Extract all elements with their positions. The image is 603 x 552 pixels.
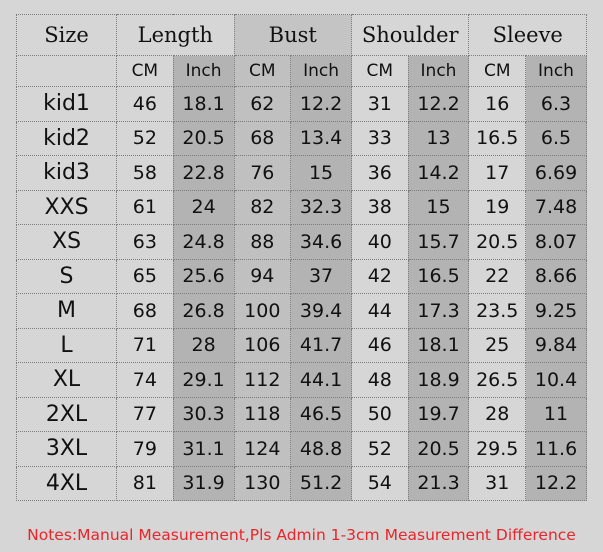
cell-sleeve-cm: 16.5 bbox=[469, 121, 526, 156]
cell-length-cm: 71 bbox=[117, 328, 174, 363]
cell-bust-inch: 37 bbox=[291, 259, 352, 294]
cell-shoulder-inch: 15 bbox=[408, 190, 469, 225]
table-row bbox=[17, 466, 587, 501]
cell-length-inch: 24 bbox=[173, 190, 234, 225]
cell-shoulder-cm: 31 bbox=[352, 87, 409, 122]
cell-shoulder-inch: 18.1 bbox=[408, 328, 469, 363]
cell-sleeve-inch: 6.69 bbox=[526, 156, 587, 191]
cell-shoulder-inch: 12.2 bbox=[408, 87, 469, 122]
cell-bust-cm: 62 bbox=[234, 87, 291, 122]
cell-size: kid3 bbox=[17, 156, 117, 191]
cell-bust-inch: 32.3 bbox=[291, 190, 352, 225]
cell-length-inch: 31.1 bbox=[173, 432, 234, 467]
header-sleeve-cm: CM bbox=[469, 56, 526, 87]
header-length-cm: CM bbox=[117, 56, 174, 87]
cell-shoulder-cm: 44 bbox=[352, 294, 409, 329]
header-bust: Bust bbox=[234, 15, 351, 56]
cell-shoulder-inch: 14.2 bbox=[408, 156, 469, 191]
cell-shoulder-cm: 54 bbox=[352, 466, 409, 501]
cell-length-inch: 29.1 bbox=[173, 363, 234, 398]
cell-shoulder-cm: 38 bbox=[352, 190, 409, 225]
cell-size: 3XL bbox=[17, 432, 117, 467]
cell-shoulder-cm: 48 bbox=[352, 363, 409, 398]
cell-shoulder-inch: 21.3 bbox=[408, 466, 469, 501]
cell-sleeve-cm: 31 bbox=[469, 466, 526, 501]
header-sleeve: Sleeve bbox=[469, 15, 587, 56]
cell-length-cm: 65 bbox=[117, 259, 174, 294]
cell-length-cm: 58 bbox=[117, 156, 174, 191]
cell-sleeve-cm: 29.5 bbox=[469, 432, 526, 467]
cell-bust-cm: 130 bbox=[234, 466, 291, 501]
cell-sleeve-cm: 19 bbox=[469, 190, 526, 225]
header-length: Length bbox=[117, 15, 234, 56]
header-sleeve-inch: Inch bbox=[526, 56, 587, 87]
cell-sleeve-cm: 26.5 bbox=[469, 363, 526, 398]
table-row bbox=[17, 397, 587, 432]
cell-sleeve-cm: 25 bbox=[469, 328, 526, 363]
cell-length-cm: 74 bbox=[117, 363, 174, 398]
cell-shoulder-cm: 36 bbox=[352, 156, 409, 191]
cell-size: M bbox=[17, 294, 117, 329]
cell-bust-cm: 88 bbox=[234, 225, 291, 260]
cell-length-cm: 68 bbox=[117, 294, 174, 329]
cell-shoulder-inch: 16.5 bbox=[408, 259, 469, 294]
cell-sleeve-inch: 6.3 bbox=[526, 87, 587, 122]
cell-bust-inch: 41.7 bbox=[291, 328, 352, 363]
cell-length-cm: 63 bbox=[117, 225, 174, 260]
cell-length-cm: 61 bbox=[117, 190, 174, 225]
size-chart-table bbox=[16, 14, 587, 501]
cell-length-inch: 22.8 bbox=[173, 156, 234, 191]
cell-shoulder-cm: 33 bbox=[352, 121, 409, 156]
cell-length-inch: 18.1 bbox=[173, 87, 234, 122]
cell-bust-inch: 13.4 bbox=[291, 121, 352, 156]
cell-length-inch: 30.3 bbox=[173, 397, 234, 432]
header-length-inch: Inch bbox=[173, 56, 234, 87]
cell-sleeve-inch: 7.48 bbox=[526, 190, 587, 225]
table-row bbox=[17, 294, 587, 329]
cell-sleeve-inch: 10.4 bbox=[526, 363, 587, 398]
cell-sleeve-inch: 11.6 bbox=[526, 432, 587, 467]
table-row bbox=[17, 190, 587, 225]
cell-sleeve-inch: 11 bbox=[526, 397, 587, 432]
cell-sleeve-inch: 8.66 bbox=[526, 259, 587, 294]
cell-sleeve-cm: 16 bbox=[469, 87, 526, 122]
cell-size: XS bbox=[17, 225, 117, 260]
cell-shoulder-cm: 52 bbox=[352, 432, 409, 467]
cell-sleeve-cm: 17 bbox=[469, 156, 526, 191]
measurement-note: Notes:Manual Measurement,Pls Admin 1-3cm Measurement Difference bbox=[27, 526, 576, 544]
cell-length-inch: 26.8 bbox=[173, 294, 234, 329]
cell-sleeve-inch: 6.5 bbox=[526, 121, 587, 156]
cell-bust-inch: 34.6 bbox=[291, 225, 352, 260]
table-row bbox=[17, 328, 587, 363]
cell-bust-cm: 76 bbox=[234, 156, 291, 191]
cell-size: L bbox=[17, 328, 117, 363]
cell-shoulder-inch: 17.3 bbox=[408, 294, 469, 329]
table-row bbox=[17, 156, 587, 191]
cell-sleeve-inch: 9.25 bbox=[526, 294, 587, 329]
cell-size: 2XL bbox=[17, 397, 117, 432]
table-row bbox=[17, 87, 587, 122]
cell-length-cm: 79 bbox=[117, 432, 174, 467]
cell-sleeve-cm: 22 bbox=[469, 259, 526, 294]
table-row bbox=[17, 363, 587, 398]
cell-shoulder-inch: 15.7 bbox=[408, 225, 469, 260]
cell-length-inch: 20.5 bbox=[173, 121, 234, 156]
header-shoulder: Shoulder bbox=[352, 15, 469, 56]
table-row bbox=[17, 432, 587, 467]
cell-bust-inch: 51.2 bbox=[291, 466, 352, 501]
cell-length-inch: 28 bbox=[173, 328, 234, 363]
header-shoulder-cm: CM bbox=[352, 56, 409, 87]
cell-shoulder-cm: 42 bbox=[352, 259, 409, 294]
table-header-unit-row bbox=[17, 56, 587, 87]
cell-bust-cm: 112 bbox=[234, 363, 291, 398]
header-bust-cm: CM bbox=[234, 56, 291, 87]
table-header-group-row bbox=[17, 15, 587, 56]
cell-sleeve-cm: 28 bbox=[469, 397, 526, 432]
cell-length-cm: 81 bbox=[117, 466, 174, 501]
cell-bust-cm: 100 bbox=[234, 294, 291, 329]
cell-sleeve-inch: 9.84 bbox=[526, 328, 587, 363]
cell-bust-inch: 48.8 bbox=[291, 432, 352, 467]
cell-bust-cm: 94 bbox=[234, 259, 291, 294]
cell-size: XL bbox=[17, 363, 117, 398]
cell-shoulder-inch: 20.5 bbox=[408, 432, 469, 467]
cell-shoulder-cm: 50 bbox=[352, 397, 409, 432]
cell-shoulder-inch: 13 bbox=[408, 121, 469, 156]
cell-length-cm: 77 bbox=[117, 397, 174, 432]
cell-bust-cm: 118 bbox=[234, 397, 291, 432]
header-size: Size bbox=[17, 15, 117, 56]
cell-bust-inch: 46.5 bbox=[291, 397, 352, 432]
table-row bbox=[17, 121, 587, 156]
cell-length-inch: 25.6 bbox=[173, 259, 234, 294]
cell-size: kid1 bbox=[17, 87, 117, 122]
cell-bust-inch: 15 bbox=[291, 156, 352, 191]
cell-bust-inch: 44.1 bbox=[291, 363, 352, 398]
cell-shoulder-inch: 19.7 bbox=[408, 397, 469, 432]
cell-bust-cm: 124 bbox=[234, 432, 291, 467]
cell-length-cm: 52 bbox=[117, 121, 174, 156]
cell-size: S bbox=[17, 259, 117, 294]
cell-size: kid2 bbox=[17, 121, 117, 156]
cell-sleeve-inch: 8.07 bbox=[526, 225, 587, 260]
table-row bbox=[17, 259, 587, 294]
cell-bust-cm: 82 bbox=[234, 190, 291, 225]
cell-bust-cm: 68 bbox=[234, 121, 291, 156]
cell-size: XXS bbox=[17, 190, 117, 225]
cell-bust-inch: 39.4 bbox=[291, 294, 352, 329]
cell-sleeve-cm: 23.5 bbox=[469, 294, 526, 329]
cell-length-inch: 24.8 bbox=[173, 225, 234, 260]
cell-shoulder-inch: 18.9 bbox=[408, 363, 469, 398]
cell-sleeve-cm: 20.5 bbox=[469, 225, 526, 260]
header-bust-inch: Inch bbox=[291, 56, 352, 87]
cell-shoulder-cm: 46 bbox=[352, 328, 409, 363]
cell-length-inch: 31.9 bbox=[173, 466, 234, 501]
cell-bust-inch: 12.2 bbox=[291, 87, 352, 122]
header-shoulder-inch: Inch bbox=[408, 56, 469, 87]
cell-shoulder-cm: 40 bbox=[352, 225, 409, 260]
cell-sleeve-inch: 12.2 bbox=[526, 466, 587, 501]
cell-length-cm: 46 bbox=[117, 87, 174, 122]
header-size-blank bbox=[17, 56, 117, 87]
cell-bust-cm: 106 bbox=[234, 328, 291, 363]
cell-size: 4XL bbox=[17, 466, 117, 501]
table-row bbox=[17, 225, 587, 260]
